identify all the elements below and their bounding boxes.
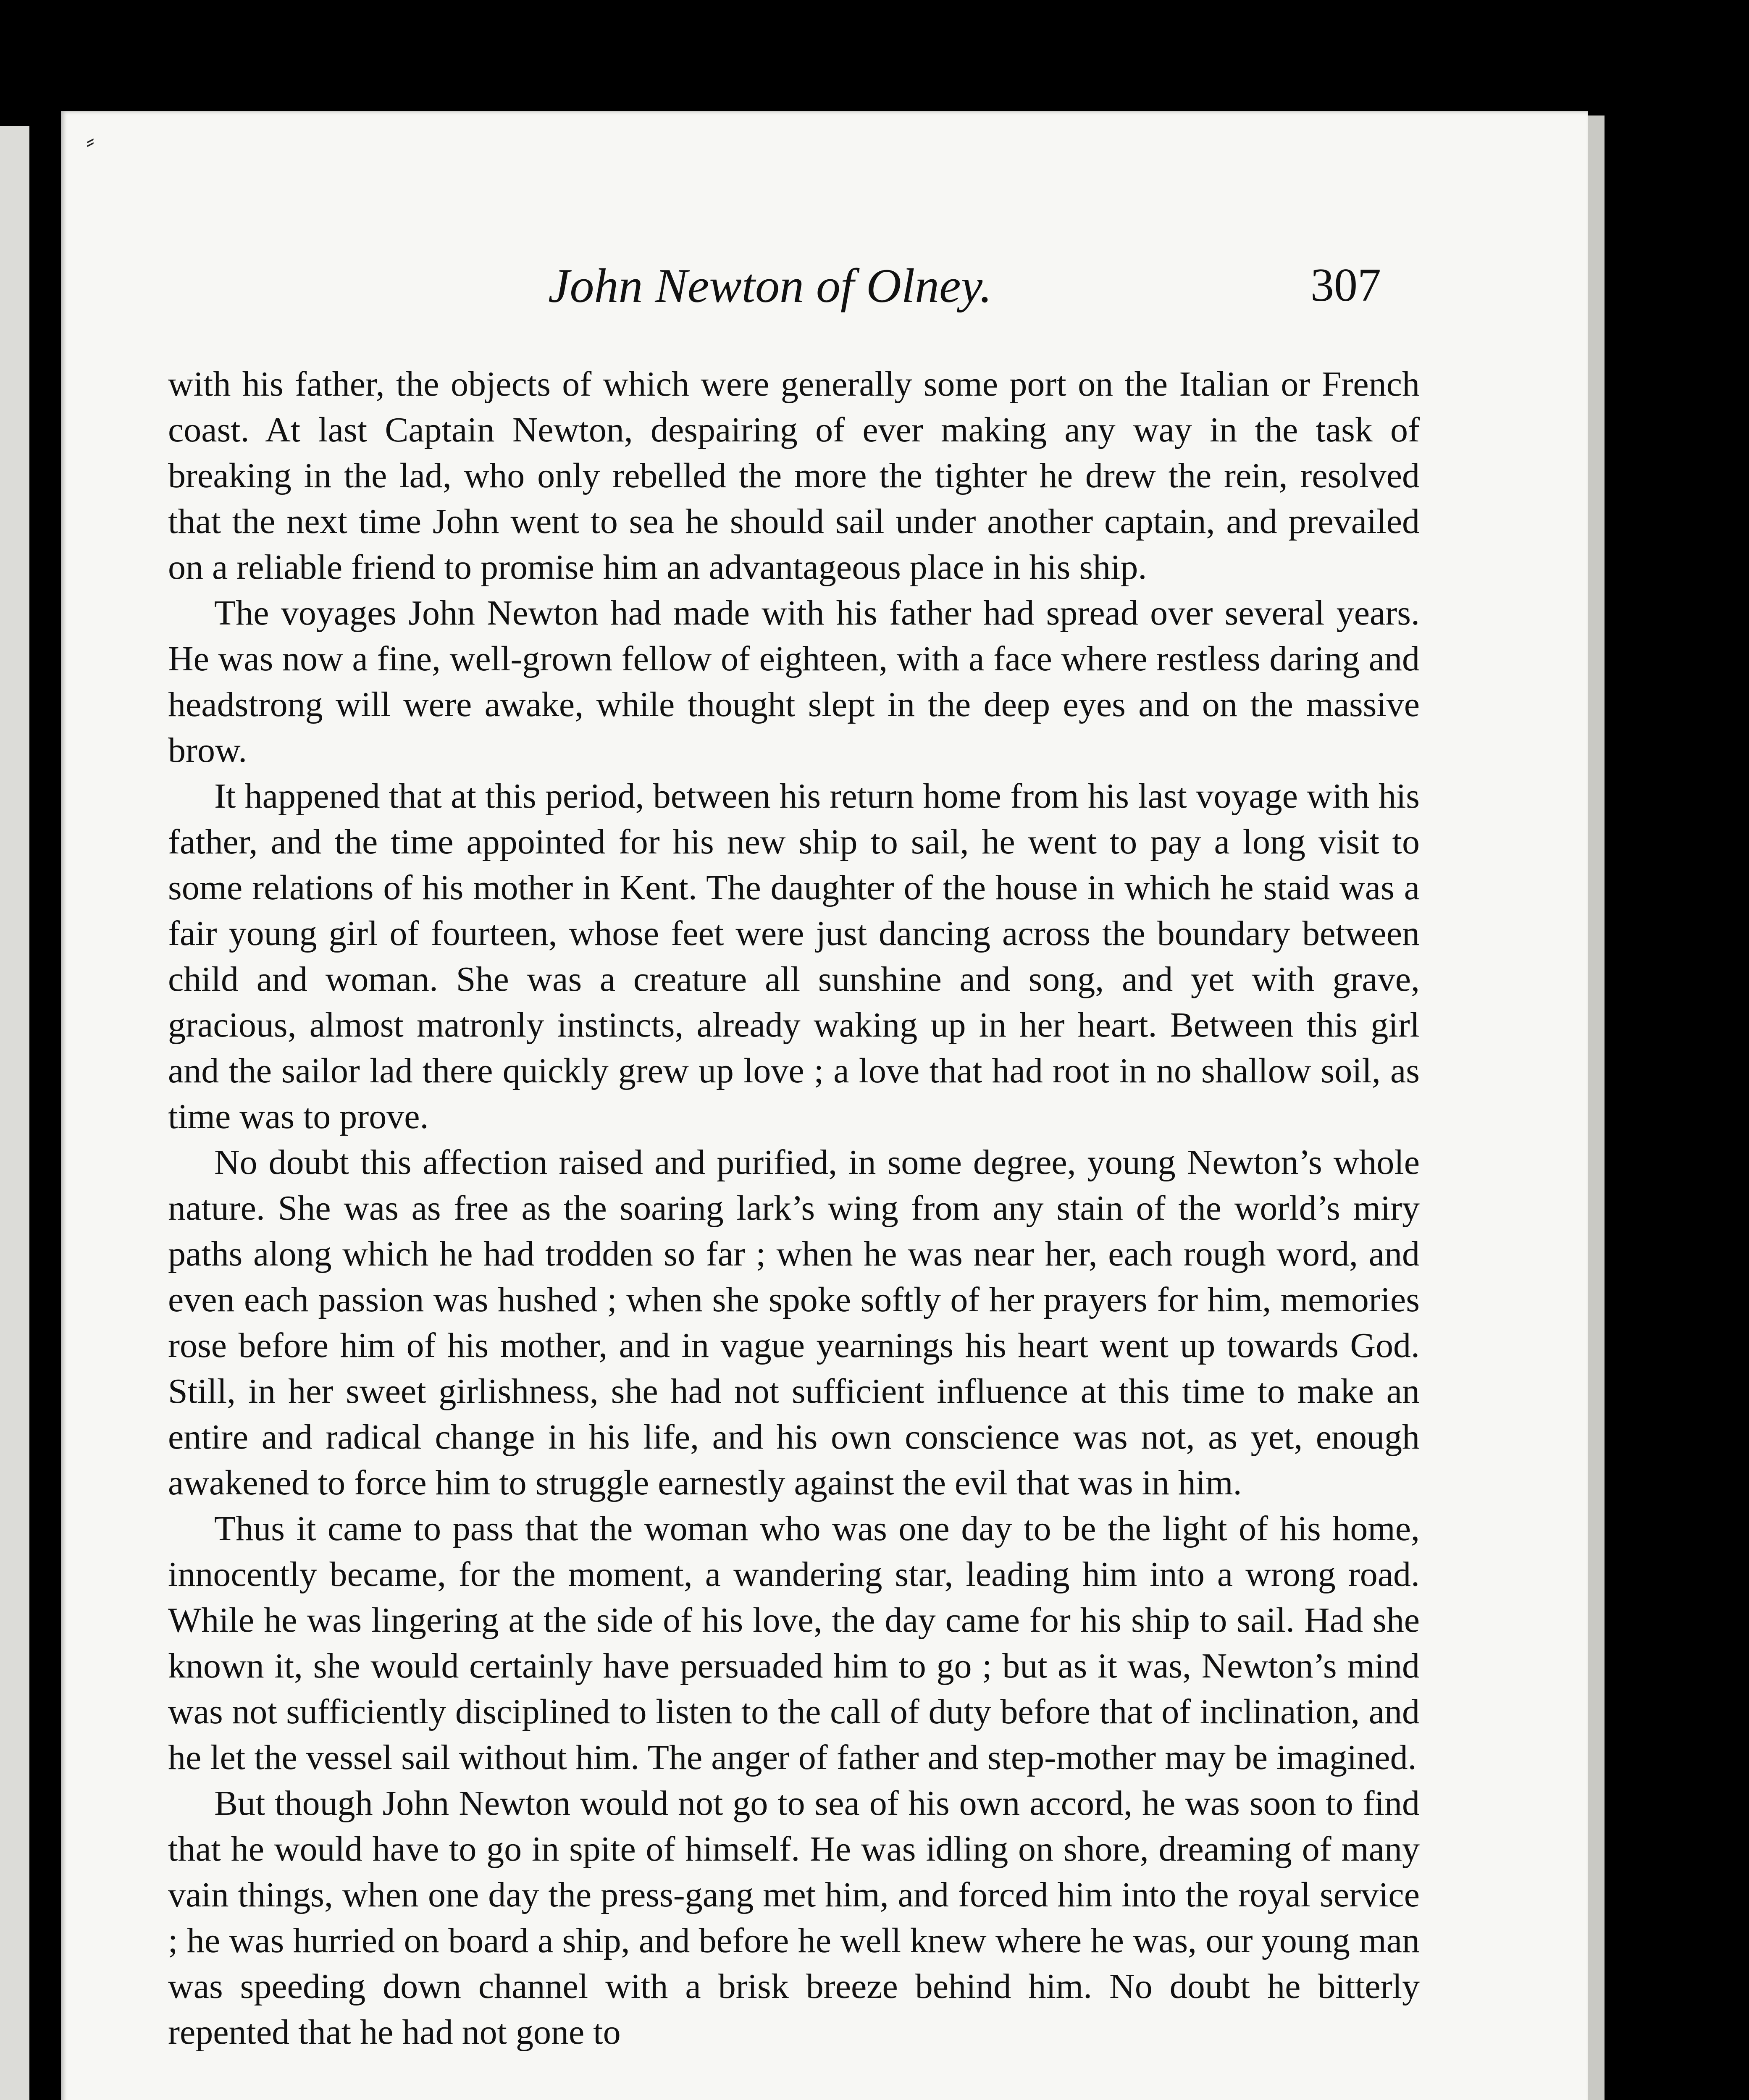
page-fore-edge — [1588, 116, 1605, 2100]
corner-ink-mark: ⸗ — [86, 127, 95, 155]
facing-page-edge — [0, 126, 29, 2100]
paragraph: Thus it came to pass that the woman who was one day to be the light of his home, innocently became, for the moment, a wandering star, leading him into a wrong road. While he was lingering at the side of his love, the day came for his ship to sail. Had she known it, she would certainly have persuaded him to go ; but as it was, Newton’s mind was not sufficiently disciplined to listen to the call of duty before that of inclination, and he let the vessel sail without him. The anger of father and step-mother may be imagined. — [168, 1509, 1420, 1777]
paragraph: It happened that at this period, between his return home from his last voyage with his father, and the time appointed for his new ship to sail, he went to pay a long visit to some relations of his mother in Kent. The daughter of the house in which he staid was a fair young girl of fourteen, whose feet were just dancing across the boundary between child and woman. She was a creature all sunshine and song, and yet with grave, gracious, almost matronly instincts, already waking up in her heart. Between this girl and the sailor lad there quickly grew up love ; a love that had root in no shallow soil, as time was to prove. — [168, 777, 1420, 1136]
paragraph: The voyages John Newton had made with his father had spread over several years. He was now a fine, well-grown fellow of eighteen, with a face where restless daring and headstrong will were awake, while thought slept in the deep eyes and on the massive brow. — [168, 593, 1420, 770]
running-title: John Newton of Olney. — [548, 259, 992, 313]
paragraph-continued: with his father, the objects of which were generally some port on the Italian or French coast. At last Captain Newton, despairing of ever making any way in the task of breaking in the lad, who only rebelled the more the tighter he drew the rein, resolved that the next time John went to sea he should sail under another captain, and prevailed on a reliable friend to promise him an advantageous place in his ship. — [168, 365, 1420, 587]
page-number: 307 — [1310, 259, 1381, 311]
body-text — [168, 361, 1420, 2055]
paragraph: No doubt this affection raised and purified, in some degree, young Newton’s whole nature. She was as free as the soaring lark’s wing from any stain of the world’s miry paths along which he had trodden so far ; when he was near her, each rough word, and even each passion was hushed ; when she spoke softly of her prayers for him, memories rose before him of his mother, and in vague yearnings his heart went up towards God. Still, in her sweet girlishness, she had not sufficient influence at this time to make an entire and radical change in his life, and his own conscience was not, as yet, enough awakened to force him to struggle earnestly against the evil that was in him. — [168, 1143, 1420, 1502]
book-page — [61, 111, 1588, 2100]
running-head — [61, 258, 1588, 313]
paragraph: But though John Newton would not go to sea of his own accord, he was soon to find that he would have to go in spite of himself. He was idling on shore, dreaming of many vain things, when one day the press-gang met him, and forced him into the royal service ; he was hurried on board a ship, and before he well knew where he was, our young man was speeding down channel with a brisk breeze behind him. No doubt he bitterly repented that he had not gone to — [168, 1784, 1420, 2052]
